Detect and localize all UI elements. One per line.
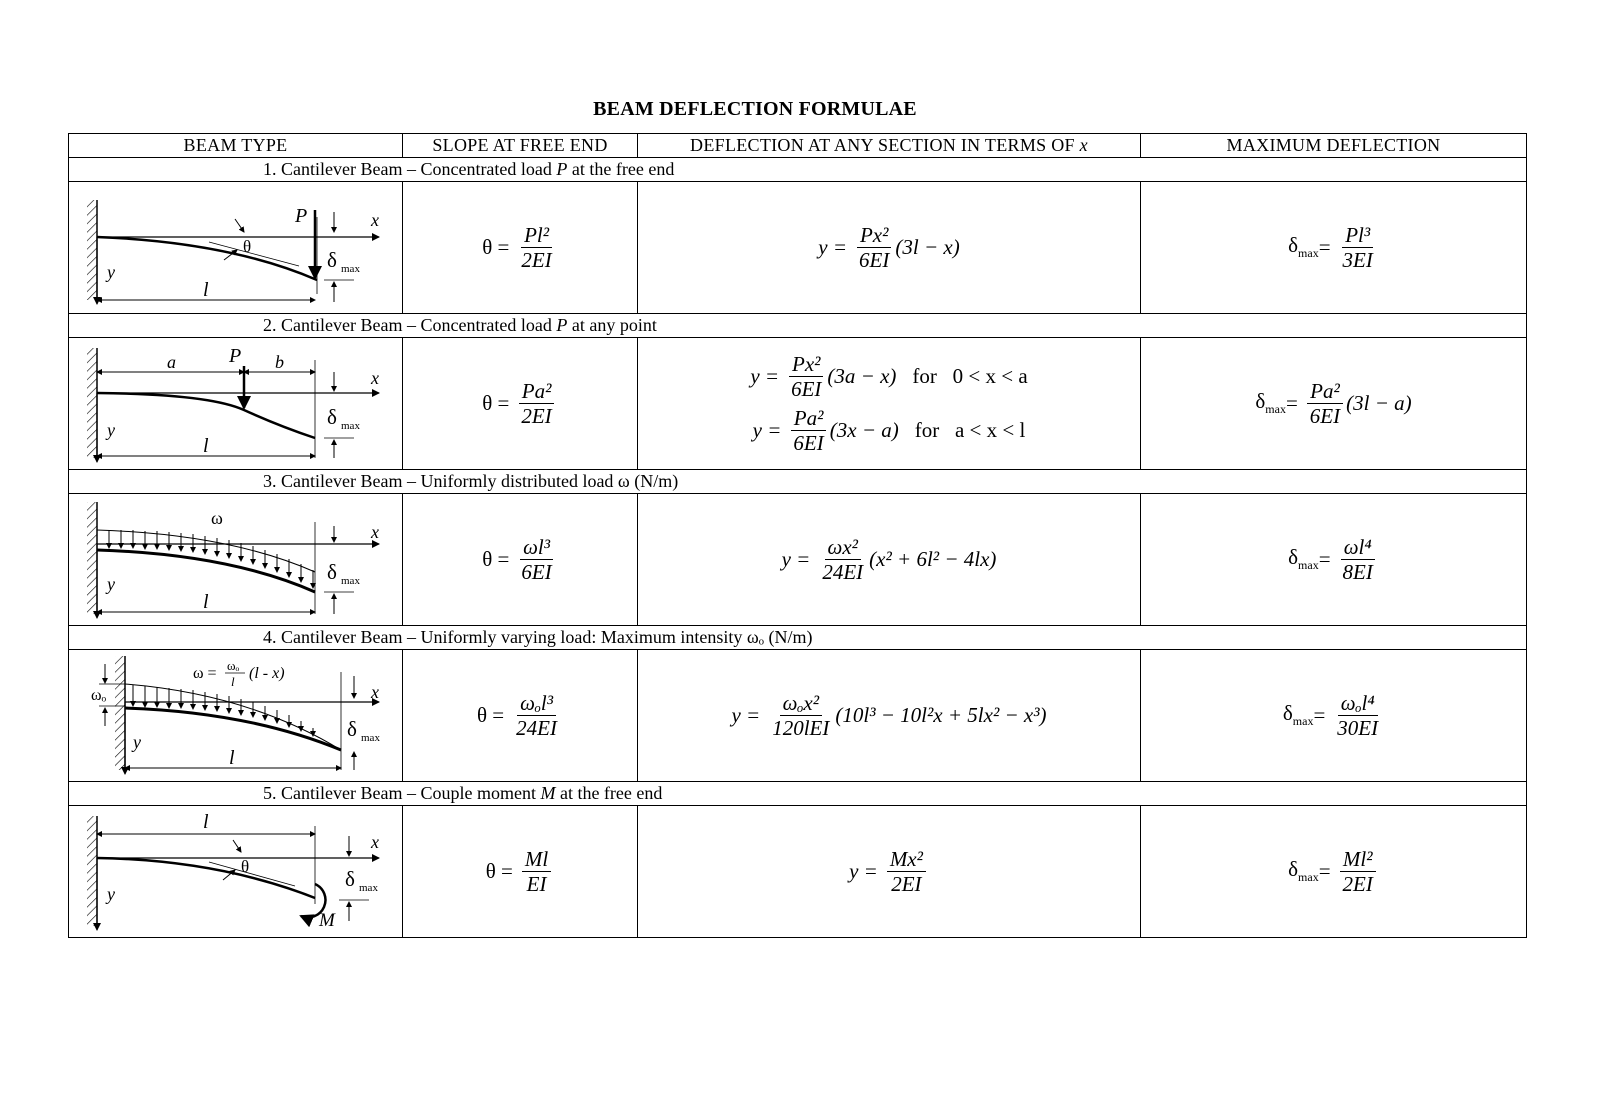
deflection-formula-2a: y = $\frac{\text{Px²}}{6EI}$ (3a − x) for 0 < x < a [750,352,1028,402]
x-label: x [371,832,379,852]
header-slope: SLOPE AT FREE END [403,134,638,158]
max-deflection-formula-4: $\delta_{max}$ = ωₒl⁴ 30EI [1141,650,1527,782]
beam-figure-4 [69,650,403,782]
svg-text:max: max [361,732,380,744]
length-label: l [203,435,209,457]
length-label: l [203,811,209,833]
section-row-3 [69,470,1527,494]
deflection-formula-5: y = $\frac{\text{Mx²}}{2EI}$ [638,806,1141,938]
header-max-deflection: MAXIMUM DEFLECTION [1141,134,1527,158]
case-row-4 [69,650,1527,782]
dmax-label: δ [347,717,357,741]
fixed-support [87,502,97,614]
slope-formula-4: θ = ωₒl³ 24EI [403,650,638,782]
slope-formula-1: θ = $\frac{\text{Pl²}}{2EI}$ [403,182,638,314]
deflected-beam [97,237,317,280]
slope-formula-5: θ = $\frac{Ml}{EI}$ [403,806,638,938]
x-label: x [371,210,379,230]
section-title-5: 5. Cantilever Beam – Couple moment M at the free end [69,782,1527,806]
svg-text:(l - x): (l - x) [249,665,285,682]
length-label: l [203,279,209,301]
fixed-support [87,348,97,458]
deflection-formula-1: y = $\frac{\text{Px²}}{6EI}$ (3l − x) [638,182,1141,314]
moment-label: M [319,910,335,931]
cantilever-point-load-any-diagram [69,338,403,469]
svg-text:max: max [359,882,378,894]
w0-label: ωₒ [91,687,107,704]
x-label: x [371,522,379,542]
slope-formula-2: θ = $\frac{\text{Pa²}}{2EI}$ [403,338,638,470]
deflected-beam [97,393,315,438]
deflection-formula-4: y = ωₒx² 120lEI (10l³ − 10l²x + 5lx² − x³) [638,650,1141,782]
theta-label: θ [241,857,250,876]
header-row [69,134,1527,158]
w-label: ω [211,508,223,528]
svg-text:max: max [341,420,360,432]
y-label: y [107,884,115,904]
dmax-label: δ [327,560,337,584]
section-row-5 [69,782,1527,806]
deflection-formula-3: y = $\frac{\text{ωx²}}{24EI}$ (x² + 6l² − 4lx) [638,494,1141,626]
header-deflection: DEFLECTION AT ANY SECTION IN TERMS OF x [638,134,1141,158]
dmax-label: δ [327,248,337,272]
case-row-3 [69,494,1527,626]
tangent-line [209,862,295,886]
fixed-support [87,816,97,926]
deflected-beam [97,550,315,592]
fixed-support [87,200,97,300]
deflected-beam [125,708,341,750]
cantilever-varying-load-diagram [69,650,403,781]
deflection-formula-2b: y = $\frac{\text{Pa²}}{6EI}$ (3x − a) for a < x < l [752,405,1026,455]
y-label: y [107,420,115,440]
y-label: y [107,262,115,282]
w-label: ω = [193,665,217,682]
theta-label: θ [243,237,252,256]
deflected-beam [97,858,315,898]
header-beam-type: BEAM TYPE [69,134,403,158]
svg-text:ωₒ: ωₒ [227,658,240,673]
dmax-label: δ [327,405,337,429]
length-label: l [229,747,235,769]
dmax-label: δ [345,867,355,891]
max-deflection-formula-3: $\delta_{max}$ = $\frac{\text{ωl⁴}}{8EI}$ [1141,494,1527,626]
max-deflection-formula-5: $\delta_{max}$ = $\frac{\text{Ml²}}{2EI}$ [1141,806,1527,938]
section-title-2: 2. Cantilever Beam – Concentrated load P at any point [69,314,1527,338]
load-label: P [295,205,308,227]
beam-figure-5 [69,806,403,938]
case-row-5 [69,806,1527,938]
section-title-1: 1. Cantilever Beam – Concentrated load P at the free end [69,158,1527,182]
section-title-3: 3. Cantilever Beam – Uniformly distributed load ω (N/m) [69,470,1527,494]
slope-formula-3: θ = $\frac{\text{ωl³}}{6EI}$ [403,494,638,626]
section-row-2 [69,314,1527,338]
max-deflection-formula-1: $\delta_{max}$ = $\frac{\text{Pl³}}{3EI}$ [1141,182,1527,314]
section-row-1 [69,158,1527,182]
fixed-support [115,656,125,770]
x-label: x [371,368,379,388]
tangent-line [209,242,299,266]
cantilever-point-load-end-diagram [69,182,403,313]
max-deflection-formula-2: $\delta_{max}$ = $\frac{\text{Pa²}}{6EI}$ (3l − a) [1141,338,1527,470]
b-label: b [275,352,284,372]
cantilever-udl-diagram [69,494,403,625]
svg-text:max: max [341,575,360,587]
beam-deflection-table [68,133,1527,938]
length-label: l [203,591,209,613]
a-label: a [167,352,176,372]
beam-figure-3 [69,494,403,626]
deflection-formula-2 [638,338,1141,470]
case-row-1 [69,182,1527,314]
section-title-4: 4. Cantilever Beam – Uniformly varying load: Maximum intensity ωₒ (N/m) [69,626,1527,650]
y-label: y [107,574,115,594]
x-label: x [371,682,379,702]
section-row-4 [69,626,1527,650]
beam-figure-1 [69,182,403,314]
case-row-2 [69,338,1527,470]
page-title: BEAM DEFLECTION FORMULAE [593,98,917,120]
load-label: P [229,345,242,367]
beam-figure-2 [69,338,403,470]
y-label: y [133,732,141,752]
svg-text:l: l [231,674,235,689]
svg-text:max: max [341,263,360,275]
cantilever-moment-diagram [69,806,403,937]
